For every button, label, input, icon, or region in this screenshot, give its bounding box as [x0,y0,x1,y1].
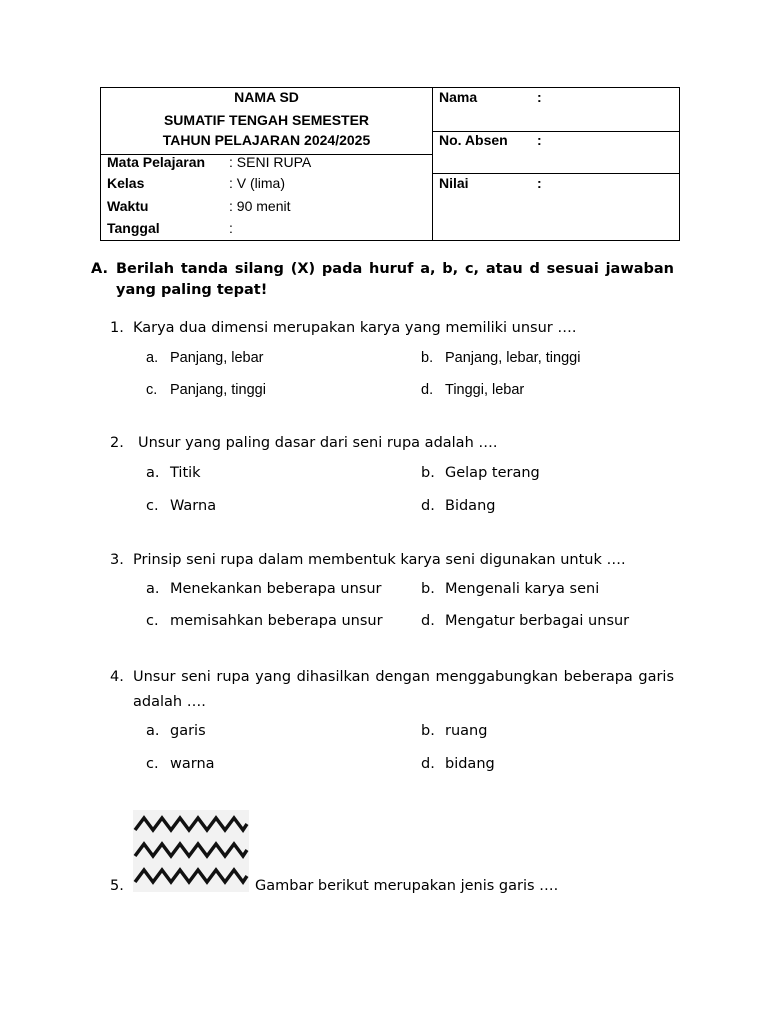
option-2b: b. Gelap terang [421,465,540,481]
option-2d: d. Bidang [421,498,496,514]
exam-title: SUMATIF TENGAH SEMESTER [163,112,370,128]
option-2c: c. Warna [146,498,217,514]
question-text: Prinsip seni rupa dalam membentuk karya seni digunakan untuk …. [133,552,626,568]
option-4a: a. garis [146,723,206,739]
meta-label-time: Waktu [107,198,149,214]
question-number: 2. [110,435,124,451]
question-text: Unsur yang paling dasar dari seni rupa adalah …. [138,435,498,451]
meta-value-class: : V (lima) [229,175,285,191]
field-colon-absen: : [537,132,542,148]
option-4b: b. ruang [421,723,488,739]
option-3d: d. Mengatur berbagai unsur [421,613,630,629]
option-1b: b. Panjang, lebar, tinggi [421,350,581,366]
field-label-name: Nama [439,89,478,105]
option-3c: c. memisahkan beberapa unsur [146,613,383,629]
field-colon-score: : [537,175,542,191]
question-number: 4. [110,669,124,685]
instruction-text: Berilah tanda silang (X) pada huruf a, b, c, atau d sesuai jawaban yang paling tepat! [116,261,674,298]
meta-label-date: Tanggal [107,220,160,236]
meta-value-subject: : SENI RUPA [229,154,312,170]
meta-label-class: Kelas [107,175,145,191]
field-colon-name: : [537,89,542,105]
option-1a: a. Panjang, lebar [146,350,264,366]
academic-year: TAHUN PELAJARAN 2024/2025 [162,132,371,148]
option-3b: b. Mengenali karya seni [421,581,600,597]
field-label-absen: No. Absen [439,132,508,148]
section-letter: A. [91,261,108,277]
section-instruction [91,259,674,301]
question-number: 5. [110,878,124,894]
exam-header-table [100,87,680,241]
question-text: Unsur seni rupa yang dihasilkan dengan menggabungkan beberapa garis adalah …. [133,669,674,710]
question-text: Karya dua dimensi merupakan karya yang memiliki unsur …. [133,320,577,336]
option-1c: c. Panjang, tinggi [146,382,266,398]
option-3a: a. Menekankan beberapa unsur [146,581,382,597]
option-2a: a. Titik [146,465,201,481]
table-divider [432,173,679,174]
field-label-score: Nilai [439,175,469,191]
meta-value-date: : [229,220,233,236]
school-name: NAMA SD [234,89,299,105]
option-4c: c. warna [146,756,215,772]
option-4d: d. bidang [421,756,495,772]
question-text: Gambar berikut merupakan jenis garis …. [255,878,559,894]
table-divider [432,88,433,240]
zigzag-lines-icon [133,810,249,892]
option-1d: d. Tinggi, lebar [421,382,525,398]
question-number: 3. [110,552,124,568]
meta-label-subject: Mata Pelajaran [107,154,206,170]
meta-value-time: : 90 menit [229,198,291,214]
question-number: 1. [110,320,124,336]
